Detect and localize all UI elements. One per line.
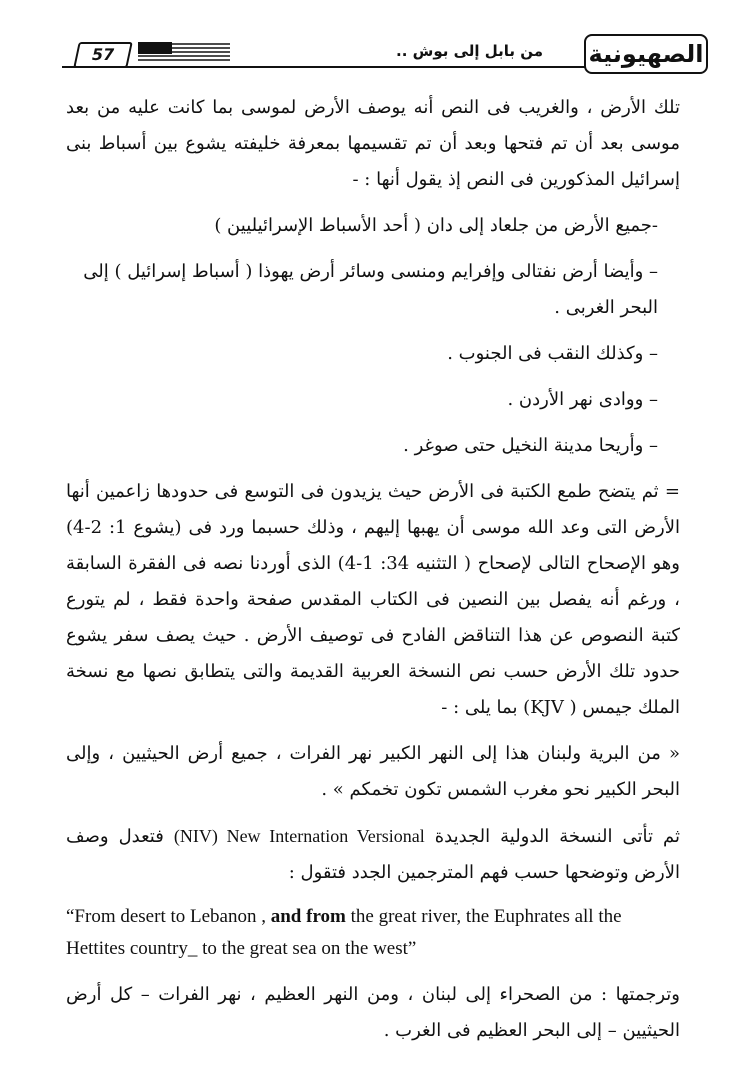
list-item: – وأيضا أرض نفتالى وإفرايم ومنسى وسائر أرض يهوذا ( أسباط إسرائيل ) إلى البحر الغربى .: [83, 261, 658, 318]
list-item: – ووادى نهر الأردن .: [507, 389, 658, 410]
running-title: من بابل إلى بوش ..: [392, 42, 547, 60]
quote-arabic: « من البرية ولبنان هذا إلى النهر الكبير نهر الفرات ، جميع أرض الحيثيين ، وإلى البحر الكبير نحو مغرب الشمس تكون تخمكم » .: [66, 743, 680, 800]
paragraph-niv: [66, 818, 680, 891]
quote-english: [66, 901, 680, 965]
flag-icon: [134, 40, 234, 64]
list-item: -جميع الأرض من جلعاد إلى دان ( أحد الأسباط الإسرائيليين ): [214, 215, 658, 236]
quote-english-part2: the great river, the Euphrates all the Hettites country_ to the great sea on the west”: [66, 906, 622, 959]
paragraph-translation: وترجمتها : من الصحراء إلى لبنان ، ومن النهر العظيم ، نهر الفرات – كل أرض الحيثيين – إلى البحر العظيم فى الغرب .: [66, 984, 680, 1041]
brand-logo: الصهيونية: [584, 34, 708, 74]
niv-name: (NIV) New Internation Versional: [173, 826, 425, 846]
list-item: – وأريحا مدينة النخيل حتى صوغر .: [403, 435, 658, 456]
quote-english-bold: and from: [270, 906, 346, 927]
niv-rest: فتعدل وصف الأرض وتوضحها حسب فهم المترجمين الجدد فتقول :: [66, 826, 680, 883]
page-number: 57: [73, 42, 133, 68]
quote-english-part1: “From desert to Lebanon ,: [66, 906, 271, 927]
paragraph-intro: تلك الأرض ، والغريب فى النص أنه يوصف الأرض لموسى بما كانت عليه من بعد موسى بعد أن تم فتحها وبعد أن تم تقسيمها بمعرفة خليفته يشوع بين أسباط بنى إسرائيل المذكورين فى النص إذ يقول أنها : -: [66, 97, 680, 190]
list-item: – وكذلك النقب فى الجنوب .: [447, 343, 658, 364]
page-body: [66, 90, 680, 1049]
paragraph-borders: = ثم يتضح طمع الكتبة فى الأرض حيث يزيدون فى التوسع فى حدودها زاعمين أنها الأرض التى وعد الله موسى أن يهبها إليهم ، وذلك حسبما ورد فى (يشوع 1: 2-4) وهو الإصحاح التالى لإصحاح ( التثنيه 34: 1-4) الذى أوردنا نصه فى الفقرة السابقة ، ورغم أنه يفصل بين النصين فى الكتاب المقدس صفحة واحدة فقط ، لم يتورع كتبة النصوص عن هذا التناقض الفادح فى توصيف الأرض . حيث يصف سفر يشوع حدود تلك الأرض حسب نص النسخة العربية القديمة والتى يتطابق نصها مع نسخة الملك جيمس ( KJV) بما يلى : -: [66, 481, 680, 718]
niv-intro: ثم تأتى النسخة الدولية الجديدة: [434, 826, 680, 847]
page-header: [62, 40, 704, 74]
